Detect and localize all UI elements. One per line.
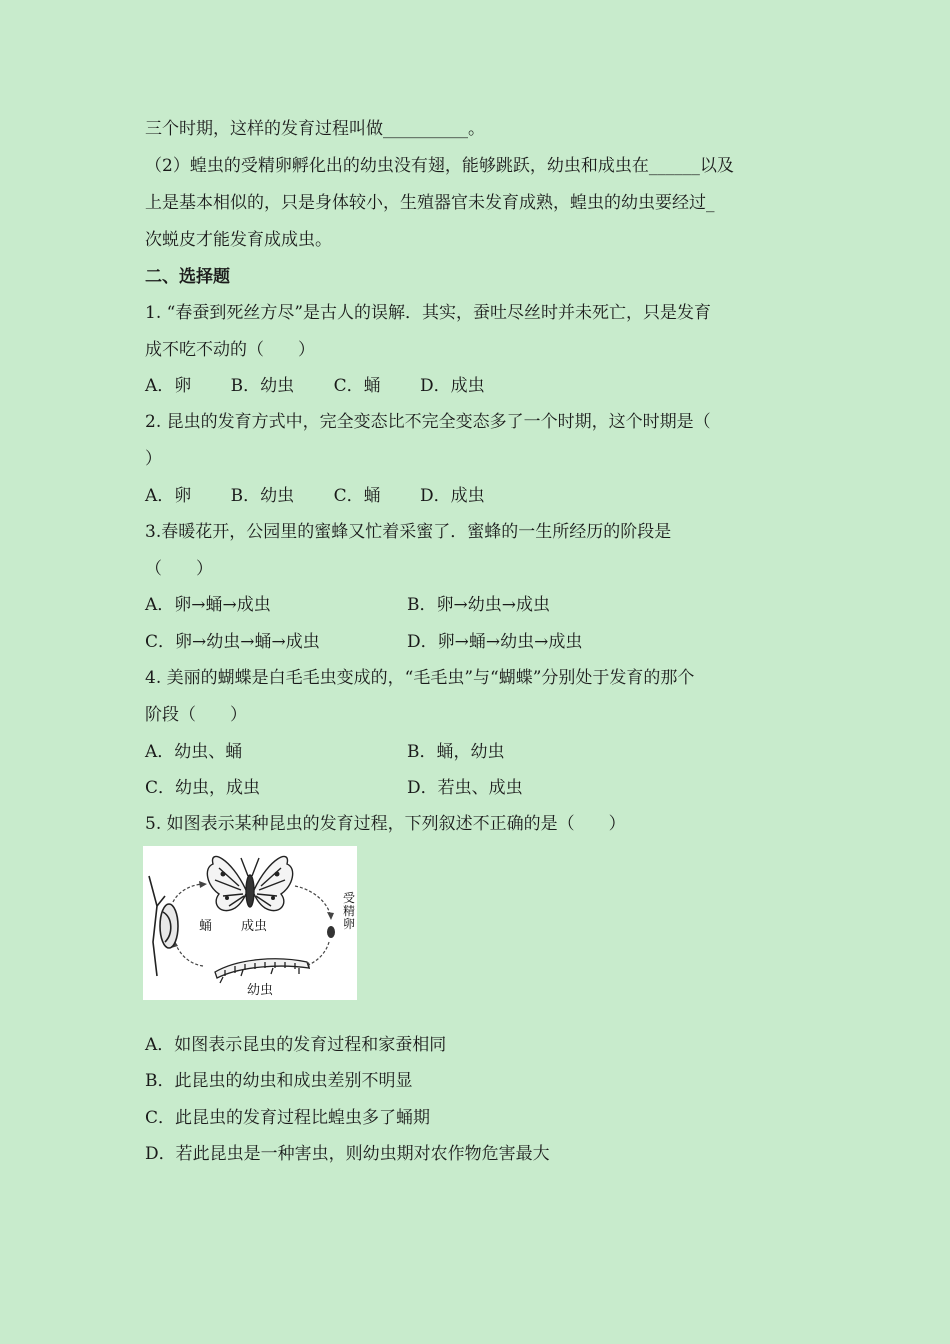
question-3-stem: 3.春暖花开，公园里的蜜蜂又忙着采蜜了．蜜蜂的一生所经历的阶段是 <box>145 522 672 542</box>
question-4-stem: 4. 美丽的蝴蝶是白毛毛虫变成的，“毛毛虫”与“蝴蝶”分别处于发育的那个 <box>145 668 695 688</box>
insect-lifecycle-figure <box>143 846 357 1000</box>
question-1-stem: 成不吃不动的（ ） <box>145 340 315 360</box>
question-3-option-b: B．卵→幼虫→成虫 <box>407 595 550 615</box>
question-3-option-a: A．卵→蛹→成虫 <box>145 595 271 615</box>
question-3-stem: （ ） <box>145 559 213 579</box>
section-heading: 二、选择题 <box>145 267 230 287</box>
question-2-options: A．卵 B．幼虫 C．蛹 D．成虫 <box>145 486 485 506</box>
text-line: （2）蝗虫的受精卵孵化出的幼虫没有翅，能够跳跃，幼虫和成虫在______以及 <box>145 156 734 176</box>
question-4-option-c: C．幼虫，成虫 <box>145 778 261 798</box>
question-5-option-a: A．如图表示昆虫的发育过程和家蚕相同 <box>145 1035 447 1055</box>
question-2-stem: ） <box>145 449 162 469</box>
label-adult: 成虫 <box>241 919 268 934</box>
question-4-option-b: B．蛹，幼虫 <box>407 742 505 762</box>
question-1-options: A．卵 B．幼虫 C．蛹 D．成虫 <box>145 376 485 396</box>
label-fertilized-egg: 受精卵 <box>343 891 356 931</box>
question-4-stem: 阶段（ ） <box>145 705 247 725</box>
question-4-option-a: A．幼虫、蛹 <box>145 742 243 762</box>
label-pupa: 蛹 <box>199 919 213 934</box>
question-3-option-c: C．卵→幼虫→蛹→成虫 <box>145 632 320 652</box>
question-2-stem: 2. 昆虫的发育方式中，完全变态比不完全变态多了一个时期，这个时期是（ <box>145 412 711 432</box>
question-5-stem: 5. 如图表示某种昆虫的发育过程，下列叙述不正确的是（ ） <box>145 814 626 834</box>
text-line: 次蜕皮才能发育成成虫。 <box>145 230 332 250</box>
question-4-option-d: D．若虫、成虫 <box>407 778 523 798</box>
label-larva: 幼虫 <box>247 983 274 998</box>
question-5-option-b: B．此昆虫的幼虫和成虫差别不明显 <box>145 1071 413 1091</box>
question-1-stem: 1. “春蚕到死丝方尽”是古人的误解．其实，蚕吐尽丝时并未死亡，只是发育 <box>145 303 712 323</box>
question-3-option-d: D．卵→蛹→幼虫→成虫 <box>407 632 583 652</box>
question-5-option-c: C．此昆虫的发育过程比蝗虫多了蛹期 <box>145 1108 431 1128</box>
text-line: 三个时期，这样的发育过程叫做__________。 <box>145 119 485 139</box>
text-line: 上是基本相似的，只是身体较小，生殖器官未发育成熟，蝗虫的幼虫要经过_ <box>145 193 715 213</box>
question-5-option-d: D．若此昆虫是一种害虫，则幼虫期对农作物危害最大 <box>145 1144 550 1164</box>
